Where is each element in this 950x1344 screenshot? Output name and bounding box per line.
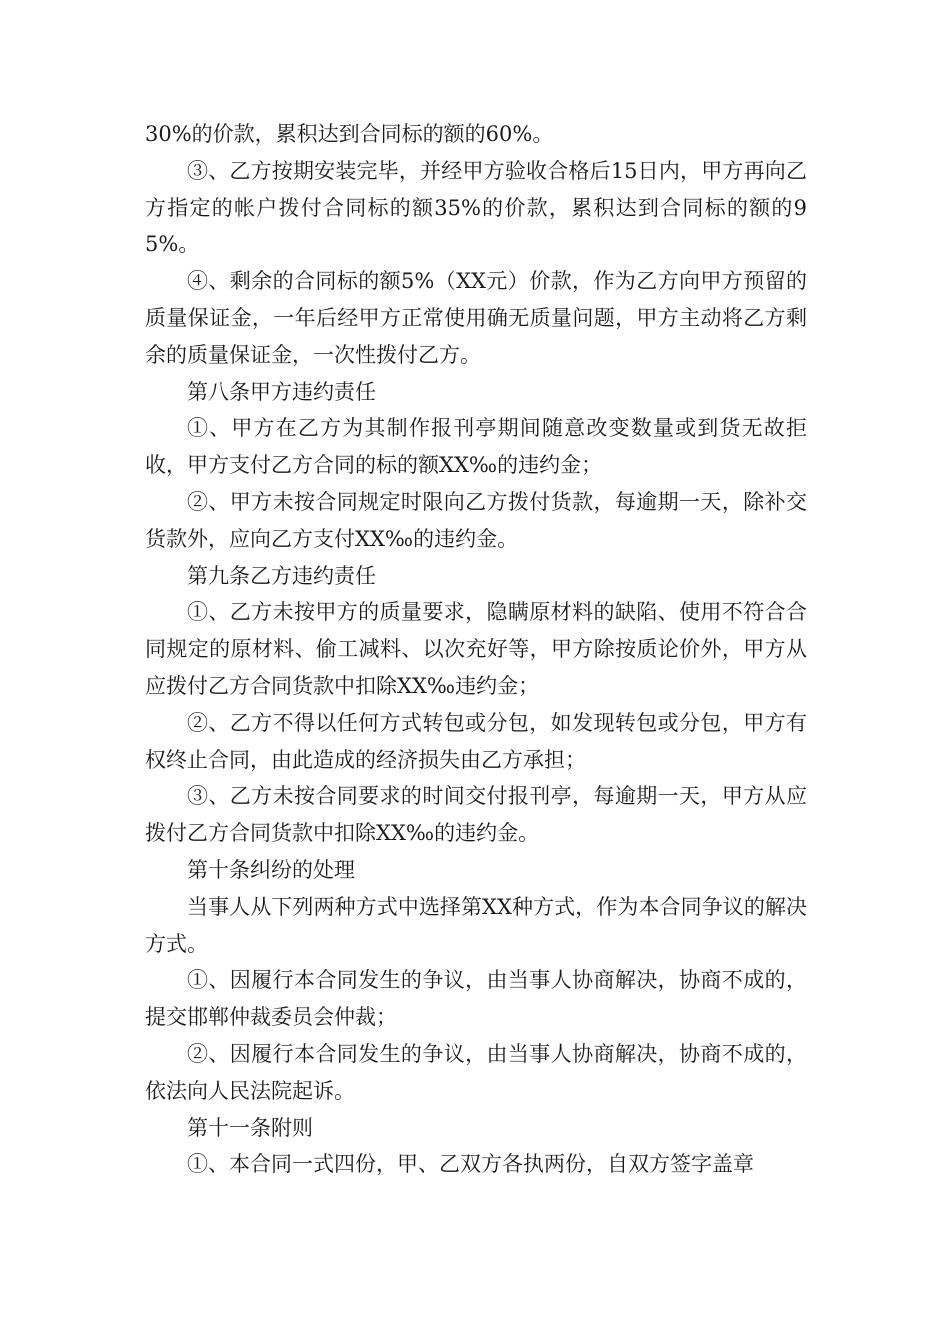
paragraph-article-11-item-1: ①、本合同一式四份，甲、乙双方各执两份，自双方签字盖章	[187, 1152, 754, 1177]
section-heading-article-8: 第八条甲方违约责任	[187, 379, 376, 404]
paragraph-article-10-item-1: ①、因履行本合同发生的争议，由当事人协商解决，协商不成的，提交邯郸仲裁委员会仲裁；	[145, 968, 807, 1030]
paragraph-article-9-item-3: ③、乙方未按合同要求的时间交付报刊亭，每逾期一天，甲方从应拨付乙方合同货款中扣除XX‰的违约金。	[145, 784, 807, 846]
paragraph-article-9-item-2: ②、乙方不得以任何方式转包或分包，如发现转包或分包，甲方有权终止合同，由此造成的经济损失由乙方承担；	[145, 710, 807, 772]
paragraph-article-8-item-2: ②、甲方未按合同规定时限向乙方拨付货款，每逾期一天，除补交货款外，应向乙方支付XX‰的违约金。	[145, 489, 807, 551]
paragraph-clause-3-installation-payment: ③、乙方按期安装完毕，并经甲方验收合格后15日内，甲方再向乙方指定的帐户拨付合同标的额35%的价款，累积达到合同标的额的95%。	[145, 158, 807, 257]
paragraph-article-10-item-2: ②、因履行本合同发生的争议，由当事人协商解决，协商不成的，依法向人民法院起诉。	[145, 1041, 807, 1103]
paragraph-article-8-item-1: ①、甲方在乙方为其制作报刊亭期间随意改变数量或到货无故拒收，甲方支付乙方合同的标的额XX‰的违约金；	[145, 416, 807, 478]
paragraph-article-10-intro: 当事人从下列两种方式中选择第XX种方式，作为本合同争议的解决方式。	[145, 894, 807, 956]
section-heading-article-10: 第十条纠纷的处理	[187, 857, 355, 882]
paragraph-clause-4-quality-deposit: ④、剩余的合同标的额5%（XX元）价款，作为乙方向甲方预留的质量保证金，一年后经甲方正常使用确无质量问题，甲方主动将乙方剩余的质量保证金，一次性拨付乙方。	[145, 269, 807, 367]
paragraph-article-9-item-1: ①、乙方未按甲方的质量要求，隐瞒原材料的缺陷、使用不符合合同规定的原材料、偷工减料、以次充好等，甲方除按质论价外，甲方从应拨付乙方合同货款中扣除XX‰违约金；	[145, 600, 807, 698]
paragraph-payment-continuation: 30%的价款，累积达到合同标的额的60%。	[145, 122, 554, 146]
section-heading-article-11: 第十一条附则	[187, 1115, 313, 1140]
document-body	[145, 116, 807, 1183]
section-heading-article-9: 第九条乙方违约责任	[187, 563, 376, 588]
